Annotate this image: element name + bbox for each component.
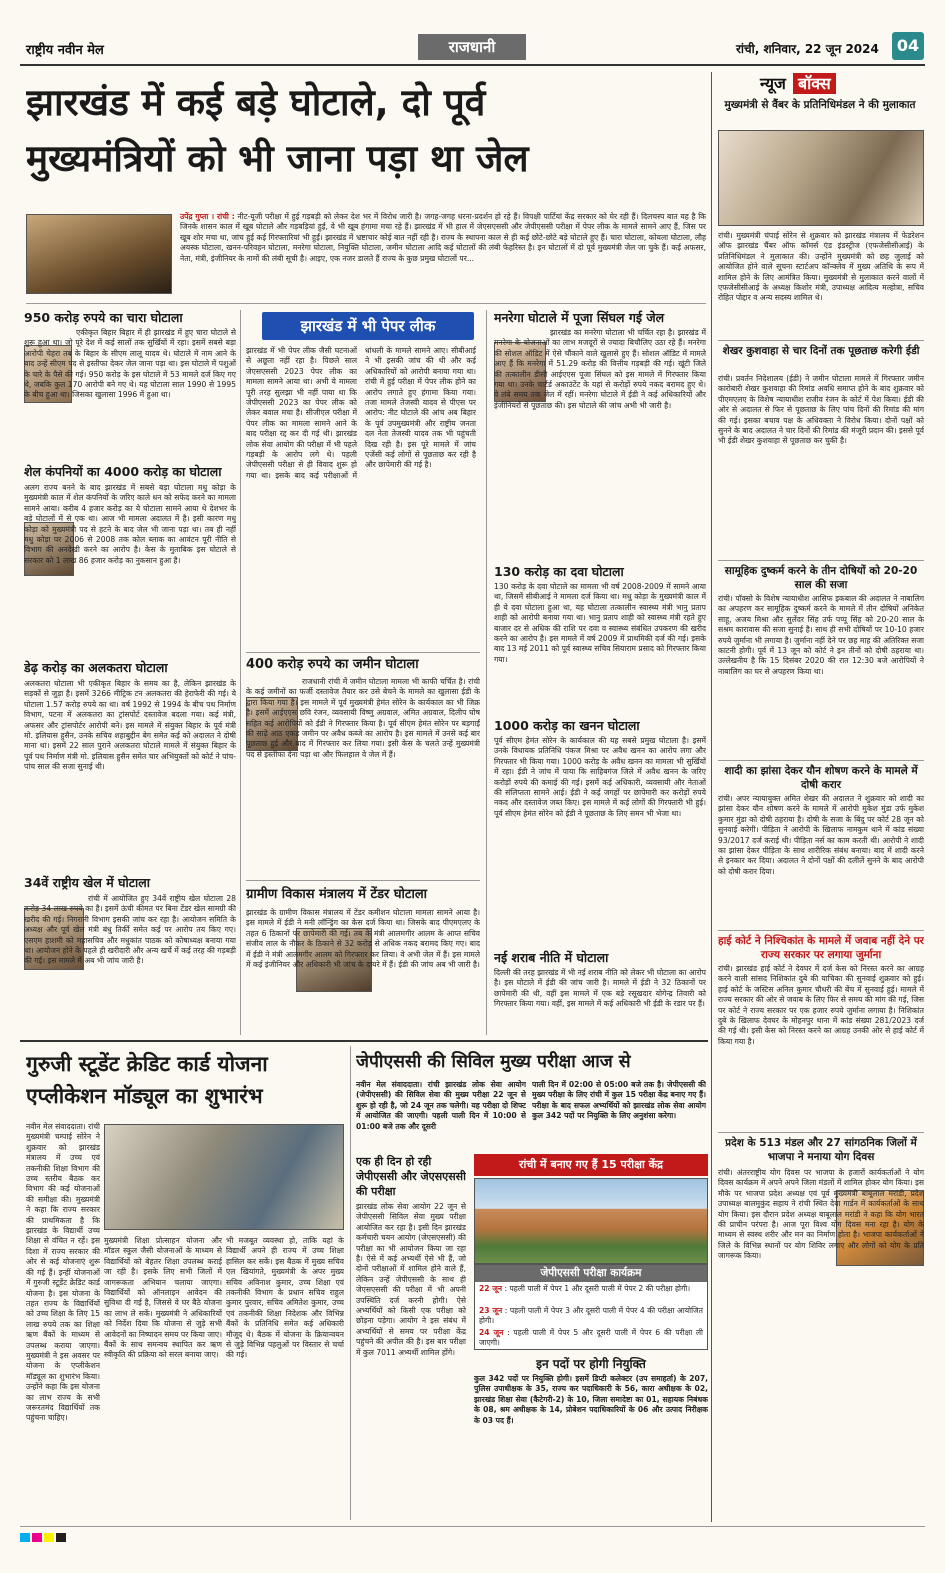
col1-body-1: एकीकृत बिहार बिहार में ही झारखंड में हुए चारा घोटाले से शुरू हुआ था। जो पूरे देश में कई सालों तक सुर्खियों में रहा। इसमें सबसे बड़ा आरोपी चेहरा तब के बिहार के सीएम लालू यादव थे। घोटाले में नाम आने के बाद उन्हें सीएम पद से इस्तीफा देकर जेल जाना पड़ा था। इस घोटाले में पशुओं के चारे के पैसे की गई। 950 करोड़ के इस घोटाले में 53 मामले दर्ज किए गए थे, जबकि कुल 170 आरोपी बने गए थे। यह घोटाला साल 1990 से 1995 के बीच हुआ था। जिसका खुलासा 1996 में हुआ था। [24, 328, 236, 400]
sidebar-body-5: रांची। झारखंड हाई कोर्ट ने देवघर में दर्ज केस को निरस्त करने का आग्रह करने वाली सांसद निशिकांत दुबे की याचिका की सुनवाई शुक्रवार को हुई। हाई कोर्ट के जस्टिस अनिल कुमार चौधरी की बेंच में सुनवाई हुई। मामले में राज्य सरकार की ओर से जवाब के लिए फिर से समय की मांग की गई, जिस पर कोर्ट ने राज्य सरकार पर एक हजार रुपये जुर्माना लगाया है। निशिकांत दुबे के खिलाफ देवघर के मोहनपुर थाना में कांड संख्या 281/2023 दर्ज की गई थी। इसी केस को निरस्त करने का आग्रह उनकी ओर से हाई कोर्ट में किया गया है। [718, 964, 924, 1046]
col2-body-1: झारखंड में भी पेपर लीक जैसी घटनाओं से अछूता नहीं रहा है। पिछले साल जेएसएससी 2023 पेपर लीक का मामला सामने आया था। अभी ये मामला पूरी तरह सुलझा भी नहीं पाया था कि जेपीएससी 2023 का पेपर लीक को लेकर बवाल मचा है। सीजीएल परीक्षा में पेपर लीक का मामला सामने आने के बाद परीक्षा रद्द कर दी गई थी। झारखंड लोक सेवा आयोग की परीक्षा में भी पहले गड़बड़ी के आरोप लगे थे। पहली जेपीएससी परीक्षा से ही विवाद शुरू हो गया था। इसके बाद कई परीक्षाओं में धांधली के मामले सामने आए। सीबीआई ने भी इसकी जांच की थी और कई अधिकारियों को आरोपी बनाया गया था। रांची में हुई परीक्षा में पेपर लीक होने का आरोप लगाते हुए हंगामा किया गया। तजा मामले तेजस्वी यादव से पीएस पर आरोप: नीट घोटाले की आंच अब बिहार के पूर्व उपमुख्यमंत्री और राष्ट्रीय जनता दल नेता तेजस्वी यादव तक भी पहुंचती दिख रही है। इस पूरे मामले में जांच एजेंसी कई लोगों से पूछताछ कर रही है और छापेमारी की गई है। [246, 346, 476, 480]
sidebar-headline-4: शादी का झांसा देकर यौन शोषण करने के मामले में दोषी करार [724, 765, 918, 791]
sidebar-body-6: रांची। अंतरराष्ट्रीय योग दिवस पर भाजपा के हजारों कार्यकर्ताओं ने योग दिवस कार्यक्रम में अपने अपने जिला मंडलों में शामिल होकर योग किया। इस मौके पर भाजपा प्रदेश अध्यक्ष एवं पूर्व मुख्यमंत्री बाबूलाल मरांडी, प्रदेश उपाध्यक्ष बालमुकुंद सहाय ने रांची स्थित देवा गार्डन में कार्यकर्ताओं के साथ योग किया। इस दौरान प्रदेश अध्यक्ष बाबूलाल मरांडी ने कहा कि योग भारत की प्राचीन परंपरा है। आज पूरा विश्व योग दिवस मना रहा है। योग के माध्यम से स्वस्थ शरीर और मन का निर्माण होता है। भाजपा कार्यकर्ताओं ने जिले के विभिन्न स्थानों पर योग शिविर लगाए और लोगों को योग के प्रति जागरूक किया। [718, 1168, 924, 1261]
intro-byline: उपेंद्र गुप्ता । रांची : [180, 212, 235, 221]
exam-schedule-title: जेपीएससी परीक्षा कार्यक्रम [475, 1265, 707, 1282]
sidebar-body-2: रांची। प्रवर्तन निदेशालय (ईडी) ने जमीन घोटाला मामले में गिरफ्तार जमीन कारोबारी शेखर कुशवाहा की रिमांड अवधि समाप्त होने के बाद शुक्रवार को पीएमएलए के विशेष न्यायाधीश राजीव रंजन के कोर्ट में पेश किया। ईडी की ओर से अदालत से फिर से पूछताछ के लिए पांच दिनों की रिमांड की मांग की गई। इसका बचाव पक्ष के अधिवक्ता ने विरोध किया। दोनों पक्षों को सुनने के बाद अदालत ने चार दिनों की रिमांड की मंजूरी प्रदान की। इससे पूर्व भी ईडी शेखर कुशवाहा से पूछताछ कर चुकी है। [718, 374, 924, 446]
col1-body-4: रांची में आयोजित हुए 34वें राष्ट्रीय खेल घोटाला 28 करोड़ 34 लाख रुपये का है। इसमें ऊंची कीमत पर बिना टेंडर खेल सामग्री की खरीद की गई। निगरानी विभाग इसकी जांच कर रहा है। आयोजन समिति के अध्यक्ष और पूर्व खेल मंत्री बंधु तिर्की समेत कई पर आरोप तय किए गए। एसएम हाशमी को महासचिव और मधुकांत पाठक को कोषाध्यक्ष बनाया गया था। आयोजन होने के पहले ही खरीदारी और अन्य खर्चे में कई तरह की गड़बड़ी की गई। इस मामले में अब भी जांच जारी है। [24, 894, 236, 966]
main-headline-line1: झारखंड में कई बड़े घोटाले, दो पूर्व [26, 81, 486, 124]
jpsc-body-right: पाली दिन में 02:00 से 05:00 बजे तक है। जेपीएससी की मुख्य परीक्षा के लिए रांची में कुल 15 परीक्षा केंद्र बनाए गए हैं। परीक्षा के बाद सफल अभ्यर्थियों को झारखंड लोक सेवा आयोग कुल 342 पदों पर नियुक्ति के लिए अनुशंसा करेगा। [532, 1080, 706, 1121]
col2-headline-2: 400 करोड़ रुपये का जमीन घोटाला [246, 657, 419, 672]
posts-body: कुल 342 पदों पर नियुक्ति होगी। इसमें डिप्टी कलेक्टर (उप समाहर्ता) के 207, पुलिस उपाधीक्षक के 35, राज्य कर पदाधिकारी के 56, कारा अधीक्षक के 02, झारखंड शिक्षा सेवा (कैटेगरी-2) के 10, जिला समादेष्टा का 01, सहायक निबंधक के 08, श्रम अधीक्षक के 14, प्रोबेशन पदाधिकारियों के 06 और उत्पाद निरीक्षक के 03 पद हैं। [474, 1374, 708, 1425]
col1-headline-3: डेढ़ करोड़ का अलकतरा घोटाला [24, 660, 168, 675]
jpsc-headline: जेपीएससी की सिविल मुख्य परीक्षा आज से [356, 1052, 631, 1072]
exam-building-photo [474, 1178, 708, 1264]
col3-body-1: झारखंड का मनरेगा घोटाला भी चर्चित रहा है। झारखंड में मनरेगा के योजनाओं का लाभ मजदूरों से ज्यादा बिचौलिए उठा रहे हैं। मनरेगा की सोशल ऑडिट में ऐसे चौंकाने वाले खुलासे हुए हैं। सोशल ऑडिट में मामले आए हैं कि मनरेगा में 51.29 करोड़ की वित्तीय गड़बड़ी की गई। खूंटी जिले की तत्कालीन डीसी आईएएस पूजा सिंघल को इस मामले में गिरफ्तार किया गया था। उनके चार्टर्ड अकाउंटेंट के यहां से करोड़ों रुपये नकद बरामद हुए थे। वे लंबे समय तक जेल में रहीं। मनरेगा घोटाले में ईडी ने कई अधिकारियों और इंजीनियरों से पूछताछ की। इस घोटाले की जांच अभी भी जारी है। [494, 328, 706, 410]
posts-headline: इन पदों पर होगी नियुक्ति [536, 1357, 646, 1371]
col3-headline-2: 130 करोड़ का दवा घोटाला [494, 564, 624, 579]
schedule-text-1: पहली पाली में पेपर 1 और दूसरी पाली में पेपर 2 की परीक्षा होगी। [509, 1284, 691, 1293]
schedule-row-2: 23 जून : पहली पाली में पेपर 3 और दूसरी पाली में पेपर 4 की परीक्षा आयोजित होगी। [479, 1306, 704, 1326]
news-box-label: न्यूज [760, 74, 786, 93]
sidebar-headline-1: मुख्यमंत्री से वैंबर के प्रतिनिधिमंडल ने की मुलाकात [724, 99, 916, 111]
sidebar-body-1: रांची। मुख्यमंत्री चंपाई सोरेन से शुक्रवार को झारखंड मंत्रालय में फेडरेशन ऑफ झारखंड चैंबर ऑफ कॉमर्स एंड इंडस्ट्रीज (एफजेसीसीआई) के प्रतिनिधिमंडल ने मुलाकात की। उन्होंने मुख्यमंत्री को छह जुलाई को आयोजित होने वाले सूचना स्टार्टअप कॉन्क्लेव में मुख्य अतिथि के रूप में शामिल होने के लिए आमंत्रित किया। मुख्यमंत्री से मुलाकात करने वालों में एफजेसीसीआई के अध्यक्ष किशोर मंत्री, उपाध्यक्ष आदित्य मल्होत्रा, सचिव रोहित पोद्दार व अन्य सदस्य शामिल थे। [718, 231, 924, 303]
col3-body-3: पूर्व सीएम हेमंत सोरेन के कार्यकाल की यह सबसे प्रमुख घोटाला है। इसमें उनके विधायक प्रतिनिधि पंकज मिश्रा पर अवैध खनन का आरोप लगा और गिरफ्तार भी किया गया। 1000 करोड़ के अवैध खनन का मामला भी सुर्खियों में रहा। ईडी ने जांच में पाया कि साहिबगंज जिले में अवैध खनन के जरिए करोड़ों रुपये की कमाई की गई। इसमें कई अधिकारी, व्यवसायी और नेताओं की संलिप्तता सामने आई। ईडी ने कई जगहों पर छापेमारी कर करोड़ों रुपये नकद और दस्तावेज जब्त किए। इस मामले में कई लोगों की गिरफ्तारी भी हुई। पूर्व सीएम हेमंत सोरेन को ईडी ने पूछताछ के लिए समन भी भेजा था। [494, 736, 706, 818]
intro-photo [26, 214, 172, 294]
sidebar-body-3: रांची। पॉक्सो के विशेष न्यायाधीश आसिफ इकबाल की अदालत ने नाबालिग का अपहरण कर सामूहिक दुष्कर्म करने के मामले में तीन दोषियों अनिकेत साहू, अजय मिश्रा और सुलेंदर सिंह उर्फ पप्पू सिंह को 20-20 साल के सश्रम कारावास की सजा सुनाई है। साथ ही सभी दोषियों पर 10-10 हजार रुपये जुर्माना भी लगाया है। जुर्माना नहीं देने पर छह माह की अतिरिक्त सजा काटनी होगी। पूर्व में 13 जून को कोर्ट ने इन तीनों को दोषी ठहराया था। उल्लेखनीय है कि 15 दिसंबर 2020 की रात 12:30 बजे आरोपियों ने नाबालिग का घर से अपहरण किया था। [718, 594, 924, 676]
schedule-row-3: 24 जून : पहली पाली में पेपर 5 और दूसरी पाली में पेपर 6 की परीक्षा ली जाएगी। [479, 1328, 703, 1348]
col2-body-3: झारखंड के ग्रामीण विकास मंत्रालय में टेंडर कमीशन घोटाला मामला सामने आया है। इस मामले में ईडी ने मनी लॉन्ड्रिंग का केस दर्ज किया था। जिसके बाद पीएमएलए के तहत 6 ठिकानों पर छापेमारी की गई। तब के मंत्री आलमगीर आलम के आप्त सचिव संजीव लाल के नौकर के ठिकाने से 32 करोड़ से अधिक नकद बरामद किए गए। बाद में ईडी ने मंत्री आलमगीर आलम को गिरफ्तार कर लिया। वे अभी जेल में हैं। इस मामले में कई इंजीनियर और अधिकारी भी जांच के दायरे में हैं। ईडी की जांच अब भी जारी है। [246, 908, 480, 970]
col1-body-3: अलकतरा घोटाला भी एकीकृत बिहार के समय का है, लेकिन झारखंड के सड़कों से जुड़ा है। इसमें 3266 मीट्रिक टन अलकतरा की हेराफेरी की गई। ये घोटाला 1.57 करोड़ रुपये का था। वर्ष 1992 से 1994 के बीच पथ निर्माण विभाग, पटना में अलकतरा का ट्रांसपोर्ट दस्तावेज बदला गया। कई मंत्री, अफसर और ट्रांसपोर्टर आरोपी बने। इस मामले में संयुक्त बिहार के पूर्व मंत्री मो. इलियास हुसैन, उनके सचिव शहाबुद्दीन बेग समेत कई को अदालत ने दोषी माना था। इसमें 22 साल पुराने अलकतरा घोटाले मामले में संयुक्त बिहार के पूर्व पथ निर्माण मंत्री मो. इलियास हुसैन समेत चार अभियुक्तों को कोर्ट ने पांच-पांच साल की सजा सुनाई थी। [24, 679, 236, 772]
col3-headline-4: नई शराब नीति में घोटाला [494, 950, 609, 965]
sidebar-divider [711, 72, 712, 1522]
exam-centre-text: रांची में बनाए गए हैं 15 परीक्षा केंद्र [519, 1158, 663, 1171]
sidebar-headline-3: सामूहिक दुष्कर्म करने के तीन दोषियों को 20-20 साल की सजा [724, 565, 918, 591]
credit-card-headline-2: एप्लीकेशन मॉड्यूल का शुभारंभ [26, 1084, 263, 1108]
intro-rule [26, 303, 706, 304]
sidebar-rule-1 [718, 340, 924, 341]
paper-leak-banner [262, 312, 474, 340]
credit-card-body-3: भी मजबूत व्यवस्था हो, ताकि यहां के विद्यार्थी अपने ही राज्य में उच्च शिक्षा हासिल कर सकें। इस बैठक में मुख्य सचिव एल खियांगते, मुख्यमंत्री के अपर मुख्य सचिव अविनाश कुमार, उच्च शिक्षा एवं तकनीकी विभाग के प्रधान सचिव राहुल कुमार पुरवार, सचिव अमितेश कुमार, उच्च एवं तकनीकी शिक्षा निदेशक और विभिन्न बैंकों के प्रतिनिधि समेत कई अधिकारी मौजूद थे। बैठक में योजना के क्रियान्वयन से जुड़े विभिन्न पहलुओं पर विस्तार से चर्चा की गई। [226, 1236, 344, 1360]
schedule-text-3: पहली पाली में पेपर 5 और दूसरी पाली में पेपर 6 की परीक्षा ली जाएगी। [479, 1328, 703, 1348]
col1-headline-2: शेल कंपनियों का 4000 करोड़ का घोटाला [24, 464, 222, 479]
bottom-section-rule [20, 1040, 708, 1042]
col1-headline-4: 34वें राष्ट्रीय खेल में घोटाला [24, 875, 150, 890]
exam-centre-banner [474, 1154, 708, 1176]
masthead-bar [20, 28, 925, 66]
exam-schedule-box [474, 1264, 708, 1350]
jpsc-subheadline: एक ही दिन हो रही जेपीएससी और जेएसएससी की परीक्षा [356, 1155, 466, 1198]
main-headline-line2: मुख्यमंत्रियों को भी जाना पड़ा था जेल [26, 137, 529, 180]
col2-rule-2 [246, 880, 480, 881]
box-label: बॉक्स [793, 73, 836, 94]
sidebar-headline-2: शेखर कुशवाहा से चार दिनों तक पूछताछ करेगी ईडी [722, 345, 920, 357]
sidebar-headline-5: हाई कोर्ट ने निश्चिकांत के मामले में जवाब नहीं देने पर राज्य सरकार पर लगाया जुर्माना [718, 935, 924, 961]
sidebar-rule-4 [718, 930, 924, 931]
issue-date: रांची, शनिवार, 22 जून 2024 [736, 42, 879, 56]
sidebar-headline-6: प्रदेश के 513 मंडल और 27 सांगठनिक जिलों में भाजपा ने मनाया योग दिवस [725, 1137, 917, 1163]
schedule-date-2: 23 जून [479, 1306, 503, 1315]
paper-name: राष्ट्रीय नवीन मेल [26, 43, 104, 58]
col1-body-2: अलग राज्य बनने के बाद झारखंड में सबसे बड़ा घोटाला मधु कोड़ा के मुख्यमंत्री काल में शेल कंपनियों के जरिए काले धन को सफेद करने का मामला सामने आया। करीब 4 हजार करोड़ का ये घोटाला सामने आया थे देशभर के बड़े घोटालों में से एक था। आज भी मामला अदालत में है। इसी कारण मधु कोड़ा को मुख्यमंत्री पद से हटने के बाद जेल भी जाना पड़ा था। तब ही नहीं मधु कोड़ा पर 2006 से 2008 तक कोल ब्लाक का आवंटन पूरी नीति से विभाग की अनदेखी करने का आरोप है। केस के मुताबिक इस घोटाले से सरकार को 1 लाख 86 हजार करोड़ का नुकसान हुआ है। [24, 483, 236, 565]
sidebar-rule-5 [718, 1132, 924, 1133]
schedule-date-3: 24 जून [479, 1328, 504, 1337]
col2-body-2: राजधानी रांची में जमीन घोटाला मामला भी काफी चर्चित है। रांची के कई जमीनों का फर्जी दस्तावेज तैयार कर उसे बेचने के मामले का खुलासा ईडी के द्वारा किया गया है। इस मामले में पूर्व मुख्यमंत्री हेमंत सोरेन के कार्यकाल का भी जिक्र है। इसमें आईएएस छवि रंजन, व्यवसायी विष्णु अग्रवाल, अमित अग्रवाल, दिलीप घोष सहित कई आरोपियों को ईडी ने गिरफ्तार किया है। पूर्व सीएम हेमंत सोरेन पर बड़गाईं की साढ़े आठ एकड़ जमीन पर अवैध कब्जे का आरोप है। इस मामले में उनसे कई बार पूछताछ हुई और बाद में गिरफ्तार कर लिया गया। इसी केस के चलते उन्हें मुख्यमंत्री पद से इस्तीफा देना पड़ा था और फिलहाल वे जेल में हैं। [246, 677, 480, 759]
page-number: 04 [892, 32, 924, 60]
paper-leak-title: झारखंड में भी पेपर लीक [300, 317, 436, 335]
col1-headline-1: 950 करोड़ रुपये का चारा घोटाला [24, 310, 183, 325]
col3-body-2: 130 करोड़ के दवा घोटाले का मामला भी वर्ष 2008-2009 में सामने आया था, जिसमें सीबीआई ने मामला दर्ज किया था। मधु कोड़ा के मुख्यमंत्री काल में ही ये दवा घोटाला हुआ था, यह घोटाला तत्कालीन स्वास्थ्य मंत्री भानु प्रताप शाही को आरोपी बनाया गया था। भानु प्रताप शाही को स्वास्थ्य मंत्री रहते हुए बाजार दर से अधिक की राशि पर दवा व स्वास्थ्य संबंधित उपकरण की खरीद करने का आरोप है। इस मामले में वर्ष 2009 में प्राथमिकी दर्ज की गई। इसके बाद 13 मई 2011 को पूर्व स्वास्थ्य सचिव सियाराम प्रसाद को गिरफ्तार किया गया। [494, 582, 706, 664]
chamber-photo [718, 130, 924, 226]
credit-card-body-2: मुख्यमंत्री शिक्षा प्रोत्साहन योजना और मॉडल स्कूल जैसी योजनाओं के माध्यम से विद्यार्थियों को बेहतर शिक्षा उपलब्ध कराई जा रही है। इसके लिए सभी जिलों में जागरूकता अभियान चलाया जाएगा। विद्यार्थियों को ऑनलाइन आवेदन की सुविधा दी गई है, जिससे वे घर बैठे योजना का लाभ ले सकें। मुख्यमंत्री ने अधिकारियों को निर्देश दिया कि योजना से जुड़े सभी आवेदनों का निष्पादन समय पर किया जाए। बैंकों के साथ समन्वय स्थापित कर ऋण स्वीकृति की प्रक्रिया को सरल बनाया जाए। [104, 1236, 222, 1360]
credit-card-headline-1: गुरुजी स्टूडेंट क्रेडिट कार्ड योजना [26, 1052, 268, 1076]
sidebar-rule-3 [718, 760, 924, 761]
col-divider-1 [240, 310, 241, 1035]
schedule-date-1: 22 जून [479, 1284, 503, 1293]
credit-card-body-1: नवीन मेल संवाददाता। रांची मुख्यमंत्री चम्पाई सोरेन ने शुक्रवार को झारखंड मंत्रालय में उच्च एवं तकनीकी शिक्षा विभाग की उच्च स्तरीय बैठक कर विभाग की कई योजनाओं की समीक्षा की। मुख्यमंत्री ने कहा कि राज्य सरकार की प्राथमिकता है कि झारखंड के विद्यार्थी उच्च शिक्षा से वंचित न रहें। इस दिशा में राज्य सरकार की ओर से कई योजनाएं शुरू की गई हैं। इन्हीं योजनाओं में गुरुजी स्टूडेंट क्रेडिट कार्ड योजना है। इस योजना के तहत राज्य के विद्यार्थियों को उच्च शिक्षा के लिए 15 लाख रुपये तक का शिक्षा ऋण बैंकों के माध्यम से उपलब्ध कराया जाएगा। मुख्यमंत्री ने इस अवसर पर योजना के एप्लीकेशन मॉड्यूल का शुभारंभ किया। उन्होंने कहा कि इस योजना का लाभ राज्य के सभी जरूरतमंद विद्यार्थियों तक पहुंचना चाहिए। [26, 1122, 100, 1423]
news-box-header [760, 72, 890, 98]
sidebar-rule-2 [718, 560, 924, 561]
intro-body: नीट-यूजी परीक्षा में हुई गड़बड़ी को लेकर देश भर में विरोध जारी है। जगह-जगह धरना-प्रदर्शन हो रहे हैं। विपक्षी पार्टियां केंद्र सरकार को घेर रही हैं। दिलचस्प बात यह है कि जिनके शासन काल में खूब घोटाले और गड़बड़ियां हुईं, वे भी खूब हंगामा मचा रहे हैं। झारखंड में भी हाल में जेएसएससी और जेपीएससी परीक्षा में पेपर लीक के मामले सामने आए हैं, जिस पर खूब शोर मचा था, जांच हुई कई गिरफ्तारियां भी हुईं। झारखंड में भ्रष्टाचार कोई बात नहीं रही है। राज्य के स्थापना काल से ही कई छोटे-छोटे बड़े घोटाले हुए हैं। चारा घोटाला, कोयला घोटाला, लौह अयस्क घोटाला, खनन-परिवहन घोटाला, मनरेगा घोटाला, नियुक्ति घोटाला, जमीन घोटाला आदि कई घोटालों की लंबी फेहरिस्त है। इन घोटालों में दो पूर्व मुख्यमंत्री जेल जा चुके हैं। कई अफसर, नेता, मंत्री, इंजीनियर के नामों की लंबी सूची है। आइए, एक नजर डालते हैं राज्य के कुछ प्रमुख घोटालों पर... [180, 212, 706, 263]
col3-headline-1: मनरेगा घोटाले में पूजा सिंघल गई जेल [494, 310, 665, 325]
schedule-text-2: पहली पाली में पेपर 3 और दूसरी पाली में पेपर 4 की परीक्षा आयोजित होगी। [479, 1306, 704, 1326]
col3-headline-3: 1000 करोड़ का खनन घोटाला [494, 718, 640, 733]
print-color-strip [20, 1526, 925, 1538]
jpsc-sub-body: झारखंड लोक सेवा आयोग 22 जून से जेपीएससी सिविल सेवा मुख्य परीक्षा आयोजित कर रहा है। इसी दिन झारखंड कर्मचारी चयन आयोग (जेएसएससी) की परीक्षा का भी आयोजन किया जा रहा है। ऐसे में कई अभ्यर्थी ऐसे भी हैं, जो दोनों परीक्षाओं में शामिल होने वाले हैं, लेकिन उन्हें जेपीएससी के साथ ही जेएसएससी की परीक्षा में भी अपनी उपस्थिति दर्ज करनी होगी। ऐसे अभ्यर्थियों को किसी एक परीक्षा को छोड़ना पड़ेगा। आयोग ने इस संबंध में अभ्यर्थियों से समय पर परीक्षा केंद्र पहुंचने की अपील की है। इस बार परीक्षा में कुल 7011 अभ्यर्थी शामिल होंगे। [356, 1202, 466, 1357]
sidebar-body-4: रांची। अपर न्यायायुक्त अमित शेखर की अदालत ने शुक्रवार को शादी का झांसा देकर यौन शोषण करने के मामले में आरोपी मुकेश मुंडा उर्फ मुकेश कुमार मुंडा को दोषी ठहराया है। दोषी के सजा के बिंदु पर कोर्ट 28 जून को सुनवाई करेगी। पीड़िता ने आरोपी के खिलाफ नामकुम थाने में कांड संख्या 93/2017 दर्ज कराई थी। पीड़िता नर्स का काम करती थी। आरोपी ने शादी का झांसा देकर पीड़िता के साथ शारीरिक संबंध बनाया। बाद में शादी करने से इनकार कर दिया। अदालत ने दोनों पक्षों की दलीलें सुनने के बाद आरोपी को दोषी करार दिया। [718, 794, 924, 876]
col2-headline-3: ग्रामीण विकास मंत्रालय में टेंडर घोटाला [246, 887, 428, 902]
meeting-photo [104, 1124, 344, 1230]
section-label: राजधानी [418, 34, 526, 60]
col3-body-4: दिल्ली की तरह झारखंड में भी नई शराब नीति को लेकर भी घोटाला का आरोप है। इस घोटाले में ईडी की जांच जारी है। मामले में ईडी ने 32 ठिकानों पर छापेमारी की थी, वहीं इस मामले में एक बड़े रसूखदार योगेन्द्र तिवारी को गिरफ्तार किया गया। वहीं, इस मामले में कई अधिकारी भी ईडी के रडार पर हैं। [494, 968, 706, 1009]
schedule-row-1: 22 जून : पहली पाली में पेपर 1 और दूसरी पाली में पेपर 2 की परीक्षा होगी। [479, 1284, 691, 1293]
col2-rule-1 [246, 652, 480, 653]
col-divider-2 [486, 310, 487, 1035]
jpsc-body-left: नवीन मेल संवाददाता। रांची झारखंड लोक सेवा आयोग (जेपीएससी) की सिविल सेवा की मुख्य परीक्षा 22 जून से शुरू हो रही है, जो 24 जून तक चलेगी। यह परीक्षा दो शिफ्ट में आयोजित की जाएगी। पहली पाली दिन में 10:00 से 01:00 बजे तक और दूसरी [356, 1080, 526, 1131]
intro-text [180, 212, 706, 298]
bottom-divider [350, 1046, 351, 1520]
